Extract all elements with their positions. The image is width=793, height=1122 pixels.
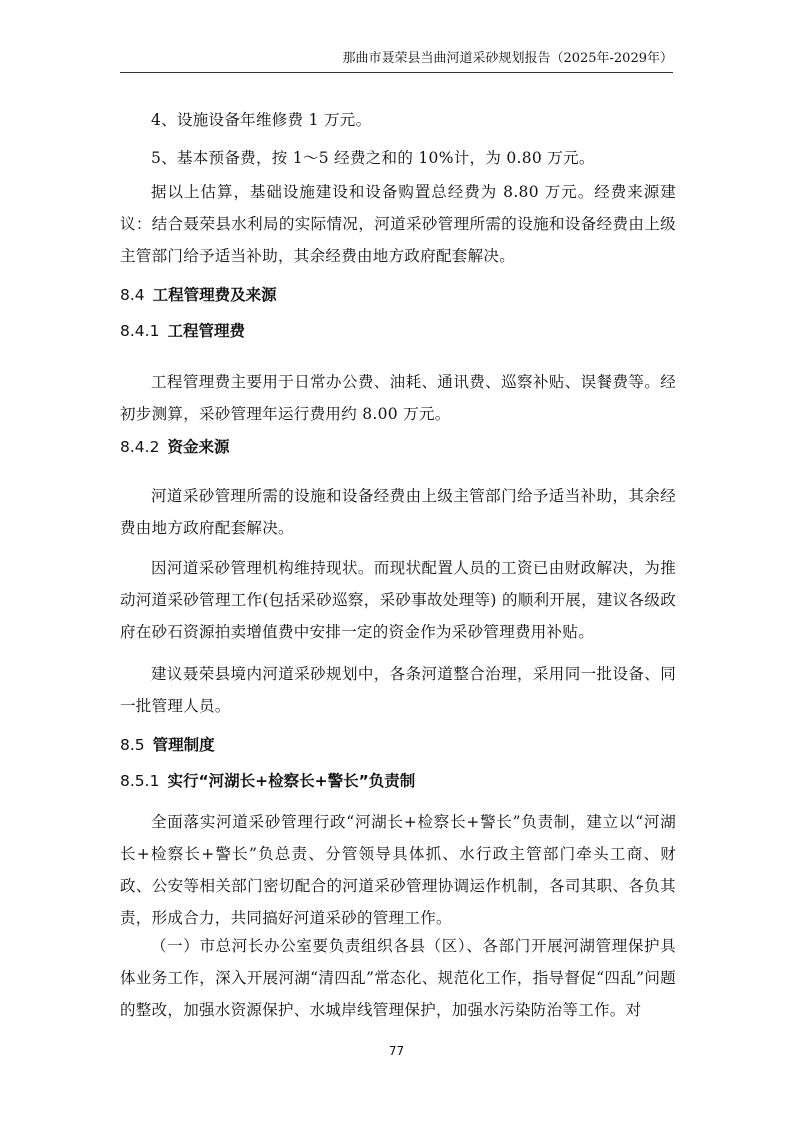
heading-number: 8.5.1 (120, 772, 160, 790)
paragraph-management-fee: 工程管理费主要用于日常办公费、油耗、通讯费、巡察补贴、误餐费等。经初步测算，采砂管理年运行费用约 8.00 万元。 (120, 373, 676, 423)
paragraph-river-chief-office: （一）市总河长办公室要负责组织各县（区）、各部门开展河湖管理保护具体业务工作，深入开展河湖“清四乱”常态化、规范化工作，指导督促“四乱”问题的整改，加强水资源保护、水城岸线管理保护，加强水污染防治等工作。对 (120, 937, 676, 1019)
page-header (120, 48, 673, 73)
paragraph-total-estimate: 据以上估算，基础设施建设和设备购置总经费为 8.80 万元。经费来源建议：结合聂荣县水利局的实际情况，河道采砂管理所需的设施和设备经费由上级主管部门给予适当补助，其余经费由地方政府配套解决。 (120, 183, 676, 265)
heading-number: 8.5 (120, 736, 145, 754)
paragraph-responsibility-system: 全面落实河道采砂管理行政“河湖长+检察长+警长”负责制，建立以“河湖长+检察长+警长”负总责、分管领导具体抓、水行政主管部门牵头工商、财政、公安等相关部门密切配合的河道采砂管理协调运作机制，各司其职、各负其责，形成合力，共同搞好河道采砂的管理工作。 (120, 813, 676, 927)
paragraph-maintenance-fee: 4、设施设备年维修费 1 万元。 (151, 111, 372, 129)
page-number: 77 (388, 1044, 405, 1058)
paragraph-subsidy: 因河道采砂管理机构维持现状。而现状配置人员的工资已由财政解决，为推动河道采砂管理工作(包括采砂巡察，采砂事故处理等) 的顺利开展，建议各级政府在砂石资源拍卖增值费中安排一定的资金作为采砂管理费用补贴。 (120, 559, 676, 641)
heading-title: 管理制度 (152, 736, 215, 754)
heading-title: 工程管理费及来源 (152, 286, 277, 304)
heading-8-4 (120, 284, 277, 306)
paragraph-integration: 建议聂荣县境内河道采砂规划中，各条河道整合治理，采用同一批设备、同一批管理人员。 (120, 665, 676, 715)
heading-8-4-2 (120, 436, 229, 458)
heading-8-5-1 (120, 770, 415, 792)
header-title: 那曲市聂荣县当曲河道采砂规划报告（2025年-2029年） (342, 51, 673, 66)
heading-number: 8.4.2 (120, 438, 160, 456)
heading-number: 8.4.1 (120, 322, 160, 340)
heading-8-5 (120, 734, 215, 756)
paragraph-fund-source: 河道采砂管理所需的设施和设备经费由上级主管部门给予适当补助，其余经费由地方政府配套解决。 (120, 487, 676, 537)
heading-title: 实行“河湖长+检察长+警长”负责制 (167, 772, 416, 790)
heading-title: 资金来源 (167, 438, 230, 456)
heading-8-4-1 (120, 320, 245, 342)
paragraph-reserve-fee: 5、基本预备费，按 1～5 经费之和的 10%计，为 0.80 万元。 (151, 149, 595, 167)
heading-title: 工程管理费 (167, 322, 245, 340)
heading-number: 8.4 (120, 286, 145, 304)
